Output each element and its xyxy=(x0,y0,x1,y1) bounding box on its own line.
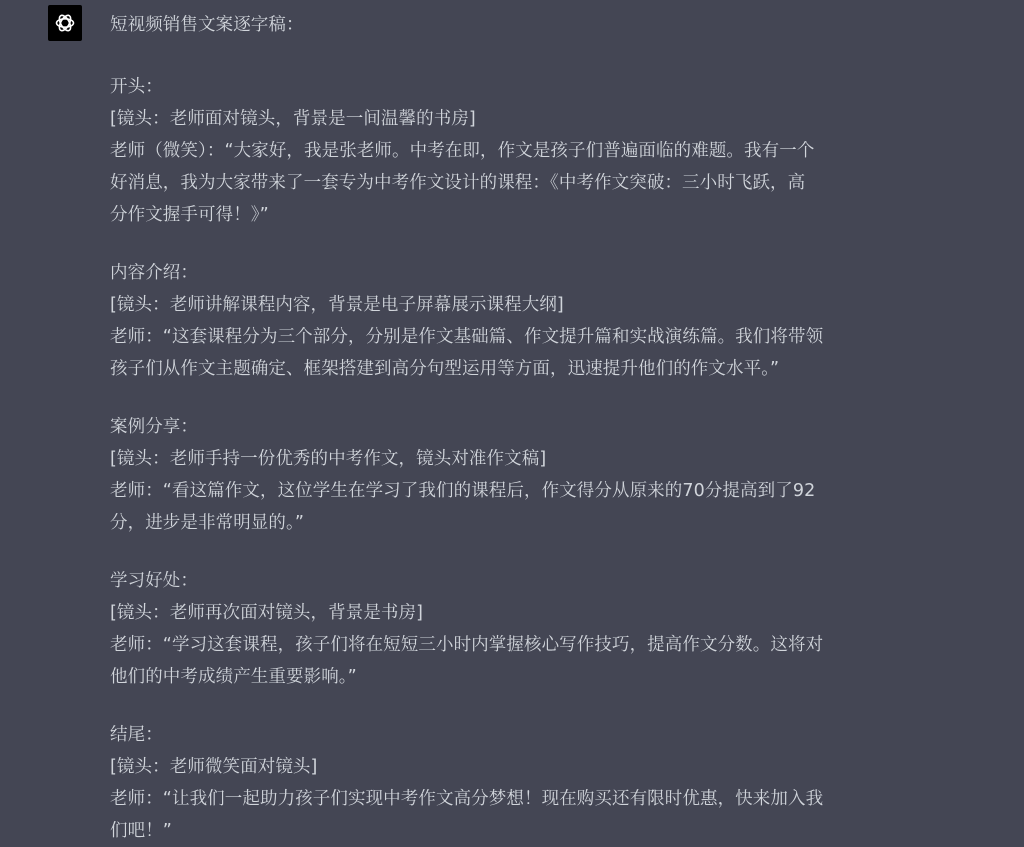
dialogue-line: 老师：“看这篇作文，这位学生在学习了我们的课程后，作文得分从原来的70分提高到了92 xyxy=(110,481,816,501)
section-heading: 开头： xyxy=(110,77,163,97)
dialogue-line: 孩子们从作文主题确定、框架搭建到高分句型运用等方面，迅速提升他们的作文水平。” xyxy=(110,359,780,379)
dialogue-line: 他们的中考成绩产生重要影响。” xyxy=(110,667,357,687)
script-section xyxy=(110,411,870,539)
dialogue-line: 好消息，我为大家带来了一套专为中考作文设计的课程：《中考作文突破：三小时飞跃，高 xyxy=(110,173,806,193)
message-intro: 短视频销售文案逐字稿： xyxy=(110,15,304,35)
scene-direction: [镜头：老师微笑面对镜头] xyxy=(110,757,318,777)
assistant-avatar xyxy=(48,5,82,41)
section-heading: 结尾： xyxy=(110,725,163,745)
section-heading: 学习好处： xyxy=(110,571,198,591)
dialogue-line: 分作文握手可得！》” xyxy=(110,205,269,225)
scene-direction: [镜头：老师讲解课程内容，背景是电子屏幕展示课程大纲] xyxy=(110,295,564,315)
scene-direction: [镜头：老师手持一份优秀的中考作文，镜头对准作文稿] xyxy=(110,449,547,469)
scene-direction: [镜头：老师再次面对镜头，背景是书房] xyxy=(110,603,424,623)
message-content xyxy=(110,9,870,847)
dialogue-line: 们吧！” xyxy=(110,821,172,841)
dialogue-line: 老师：“学习这套课程，孩子们将在短短三小时内掌握核心写作技巧，提高作文分数。这将对 xyxy=(110,635,824,655)
openai-logo-icon xyxy=(53,11,77,35)
section-heading: 案例分享： xyxy=(110,417,198,437)
script-section xyxy=(110,719,870,847)
scene-direction: [镜头：老师面对镜头，背景是一间温馨的书房] xyxy=(110,109,476,129)
script-section xyxy=(110,565,870,693)
dialogue-line: 分，进步是非常明显的。” xyxy=(110,513,305,533)
dialogue-line: 老师：“让我们一起助力孩子们实现中考作文高分梦想！现在购买还有限时优惠，快来加入我 xyxy=(110,789,824,809)
dialogue-line: 老师（微笑）：“大家好，我是张老师。中考在即，作文是孩子们普遍面临的难题。我有一个 xyxy=(110,141,815,161)
section-heading: 内容介绍： xyxy=(110,263,198,283)
dialogue-line: 老师：“这套课程分为三个部分，分别是作文基础篇、作文提升篇和实战演练篇。我们将带领 xyxy=(110,327,824,347)
script-section xyxy=(110,71,870,231)
script-section xyxy=(110,257,870,385)
